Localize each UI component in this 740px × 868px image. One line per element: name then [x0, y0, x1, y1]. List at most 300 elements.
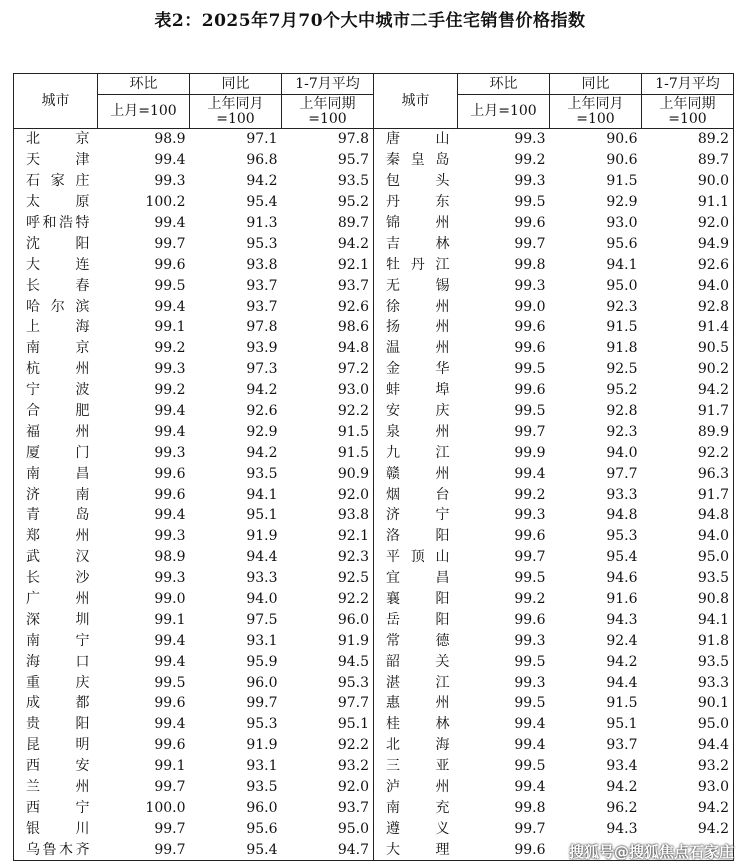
left-mom-cell: 99.3 — [154, 570, 186, 587]
left-avg-cell: 92.2 — [282, 401, 374, 422]
left-mom-cell: 99.1 — [154, 611, 186, 628]
table-row — [14, 254, 734, 275]
table-row — [14, 630, 734, 651]
left-yoy-cell: 94.4 — [246, 549, 278, 566]
mom-header-left: 环比 — [98, 74, 190, 95]
left-city-cell: 天津 — [14, 150, 98, 171]
right-mom-cell: 99.5 — [514, 653, 546, 670]
left-avg-cell: 93.7 — [282, 275, 374, 296]
left-yoy-cell: 92.6 — [246, 403, 278, 420]
right-avg-cell: 89.7 — [642, 150, 734, 171]
right-city-cell: 平顶山 — [386, 549, 450, 566]
left-mom-cell: 99.4 — [154, 653, 186, 670]
table-row — [14, 275, 734, 296]
right-mom-cell: 99.3 — [514, 632, 546, 649]
left-yoy-cell: 94.0 — [246, 591, 278, 608]
left-city-cell: 石家庄 — [14, 171, 98, 192]
right-avg-cell: 95.0 — [642, 547, 734, 568]
left-mom-cell: 99.1 — [154, 758, 186, 775]
right-city-cell: 桂林 — [386, 716, 450, 733]
left-city-cell: 昆明 — [14, 735, 98, 756]
right-city-cell: 牡丹江 — [386, 256, 450, 273]
left-city-cell: 合肥 — [14, 401, 98, 422]
left-yoy-cell: 91.3 — [246, 215, 278, 231]
left-avg-cell: 97.7 — [282, 693, 374, 714]
table-row — [14, 547, 734, 568]
right-mom-cell: 99.8 — [514, 799, 546, 816]
right-yoy-cell: 91.6 — [606, 591, 638, 608]
left-avg-cell: 91.9 — [282, 630, 374, 651]
left-city-cell: 北京 — [14, 129, 98, 150]
right-mom-cell: 99.3 — [514, 173, 546, 190]
right-avg-cell: 94.2 — [642, 380, 734, 401]
left-mom-cell: 99.3 — [154, 528, 186, 545]
left-city-cell: 福州 — [14, 421, 98, 442]
right-avg-cell: 93.0 — [642, 777, 734, 798]
left-yoy-cell: 92.9 — [246, 423, 278, 440]
left-mom-cell: 100.0 — [145, 799, 186, 816]
left-city-cell: 长春 — [14, 275, 98, 296]
right-yoy-cell: 94.1 — [606, 256, 638, 273]
table-row — [14, 568, 734, 589]
table-row — [14, 380, 734, 401]
right-yoy-cell: 94.3 — [606, 820, 638, 837]
left-avg-cell: 92.0 — [282, 484, 374, 505]
table-body — [14, 129, 734, 861]
right-mom-cell: 99.5 — [514, 403, 546, 420]
right-avg-cell: 93.3 — [642, 672, 734, 693]
right-city-cell: 徐州 — [386, 298, 450, 315]
left-yoy-cell: 93.3 — [246, 570, 278, 587]
right-city-cell: 襄阳 — [386, 591, 450, 608]
left-mom-cell: 99.4 — [154, 423, 186, 440]
right-city-cell: 蚌埠 — [386, 382, 450, 399]
right-yoy-cell: 94.2 — [606, 653, 638, 670]
left-mom-cell: 99.6 — [154, 465, 186, 482]
left-city-cell: 青岛 — [14, 505, 98, 526]
right-yoy-cell: 94.2 — [606, 779, 638, 796]
left-yoy-cell: 93.7 — [246, 277, 278, 294]
right-city-cell: 赣州 — [386, 465, 450, 482]
left-yoy-cell: 93.1 — [246, 632, 278, 649]
mom-base-right: 上月=100 — [458, 95, 550, 129]
right-mom-cell: 99.7 — [514, 549, 546, 566]
left-yoy-cell: 97.1 — [246, 131, 278, 148]
right-mom-cell: 99.6 — [514, 611, 546, 628]
right-city-cell: 扬州 — [386, 319, 450, 336]
left-mom-cell: 99.3 — [154, 173, 186, 190]
right-avg-cell: 91.8 — [642, 630, 734, 651]
right-avg-cell: 91.7 — [642, 401, 734, 422]
right-yoy-cell: 92.4 — [606, 632, 638, 649]
right-city-cell: 宜昌 — [386, 570, 450, 587]
left-avg-cell: 95.1 — [282, 714, 374, 735]
left-yoy-cell: 94.2 — [246, 382, 278, 399]
left-mom-cell: 99.5 — [154, 674, 186, 691]
table-row — [14, 401, 734, 422]
right-mom-cell: 99.5 — [514, 570, 546, 587]
left-mom-cell: 99.6 — [154, 486, 186, 503]
left-mom-cell: 99.5 — [154, 277, 186, 294]
table-row — [14, 150, 734, 171]
left-mom-cell: 99.7 — [154, 820, 186, 837]
right-yoy-cell: 91.5 — [606, 319, 638, 336]
right-city-cell: 九江 — [386, 444, 450, 461]
left-yoy-cell: 95.4 — [190, 839, 282, 860]
right-yoy-cell: 94.3 — [606, 611, 638, 628]
left-yoy-cell: 95.9 — [246, 653, 278, 670]
table-row — [14, 442, 734, 463]
right-city-cell: 大理 — [374, 839, 458, 860]
left-avg-cell: 94.7 — [282, 839, 374, 860]
table-row — [14, 589, 734, 610]
left-yoy-cell: 97.8 — [246, 319, 278, 336]
left-avg-cell: 94.5 — [282, 651, 374, 672]
right-mom-cell: 99.3 — [514, 507, 546, 524]
left-city-cell: 银川 — [14, 818, 98, 839]
right-mom-cell: 99.9 — [514, 444, 546, 461]
right-mom-cell: 99.5 — [514, 361, 546, 378]
left-city-cell: 杭州 — [14, 359, 98, 380]
left-mom-cell: 99.6 — [154, 256, 186, 273]
right-mom-cell: 99.7 — [514, 423, 546, 440]
right-yoy-cell: 91.5 — [606, 695, 638, 712]
left-avg-cell: 93.5 — [282, 171, 374, 192]
mom-base-left: 上月=100 — [98, 95, 190, 129]
table-row — [14, 317, 734, 338]
right-yoy-cell: 93.7 — [606, 737, 638, 754]
left-city-cell: 兰州 — [14, 777, 98, 798]
right-mom-cell: 99.6 — [514, 528, 546, 545]
right-avg-cell: 93.5 — [642, 651, 734, 672]
table-row — [14, 798, 734, 819]
left-mom-cell: 99.2 — [154, 382, 186, 399]
right-yoy-cell: 93.0 — [606, 215, 638, 231]
left-city-cell: 广州 — [14, 589, 98, 610]
right-avg-cell: 94.2 — [642, 818, 734, 839]
left-mom-cell: 100.2 — [145, 194, 186, 211]
left-yoy-cell: 93.5 — [246, 465, 278, 482]
city-header-left: 城市 — [14, 74, 98, 129]
right-city-cell: 惠州 — [386, 695, 450, 712]
left-city-cell: 呼和浩特 — [14, 213, 98, 234]
left-city-cell: 西宁 — [14, 798, 98, 819]
right-yoy-cell: 95.1 — [606, 716, 638, 733]
left-yoy-cell: 95.6 — [246, 820, 278, 837]
left-yoy-cell: 97.3 — [246, 361, 278, 378]
left-avg-cell: 93.0 — [282, 380, 374, 401]
left-yoy-cell: 96.0 — [246, 674, 278, 691]
right-mom-cell: 99.6 — [514, 382, 546, 399]
right-mom-cell: 99.2 — [514, 486, 546, 503]
left-yoy-cell: 91.9 — [246, 737, 278, 754]
left-yoy-cell: 95.3 — [246, 235, 278, 252]
table-row — [14, 651, 734, 672]
right-city-cell: 丹东 — [386, 194, 450, 211]
left-yoy-cell: 93.5 — [246, 779, 278, 796]
left-yoy-cell: 95.4 — [246, 194, 278, 211]
price-index-table — [13, 73, 734, 861]
right-mom-cell: 99.3 — [514, 277, 546, 294]
left-yoy-cell: 96.8 — [246, 152, 278, 169]
left-city-cell: 长沙 — [14, 568, 98, 589]
right-mom-cell: 99.4 — [514, 465, 546, 482]
right-avg-cell: 96.3 — [642, 463, 734, 484]
left-city-cell: 贵阳 — [14, 714, 98, 735]
right-city-cell: 秦皇岛 — [386, 152, 450, 169]
left-avg-cell: 92.0 — [282, 777, 374, 798]
right-yoy-cell: 93.3 — [606, 486, 638, 503]
right-yoy-cell: 92.8 — [606, 403, 638, 420]
left-city-cell: 太原 — [14, 192, 98, 213]
left-yoy-cell: 93.9 — [246, 340, 278, 357]
right-city-cell: 烟台 — [386, 486, 450, 503]
left-avg-cell: 92.6 — [282, 296, 374, 317]
left-avg-cell: 92.2 — [282, 589, 374, 610]
right-mom-cell: 99.6 — [514, 319, 546, 336]
left-mom-cell: 99.4 — [154, 716, 186, 733]
right-yoy-cell: 90.6 — [606, 152, 638, 169]
right-avg-cell: 90.5 — [642, 338, 734, 359]
left-mom-cell: 99.7 — [154, 235, 186, 252]
table-row — [14, 359, 734, 380]
table-row — [14, 421, 734, 442]
left-yoy-cell: 94.2 — [246, 173, 278, 190]
right-yoy-cell: 95.2 — [606, 382, 638, 399]
right-city-cell: 北海 — [386, 737, 450, 754]
table-row — [14, 296, 734, 317]
left-city-cell: 哈尔滨 — [14, 296, 98, 317]
left-yoy-cell: 99.7 — [246, 695, 278, 712]
avg-base-left: 上年同期 =100 — [282, 95, 374, 129]
left-yoy-cell: 97.5 — [246, 611, 278, 628]
right-avg-cell: 94.8 — [642, 505, 734, 526]
right-city-cell: 无锡 — [386, 277, 450, 294]
table-row — [14, 463, 734, 484]
right-city-cell: 唐山 — [386, 131, 450, 148]
left-city-cell: 武汉 — [14, 547, 98, 568]
right-avg-cell: 90.0 — [642, 171, 734, 192]
left-avg-cell: 95.7 — [282, 150, 374, 171]
left-avg-cell: 92.5 — [282, 568, 374, 589]
right-yoy-cell: 93.4 — [606, 758, 638, 775]
left-yoy-cell: 93.8 — [246, 256, 278, 273]
right-city-cell: 泉州 — [386, 423, 450, 440]
left-avg-cell: 95.3 — [282, 672, 374, 693]
left-city-cell: 大连 — [14, 254, 98, 275]
right-avg-cell: 91.1 — [642, 192, 734, 213]
left-avg-cell: 90.9 — [282, 463, 374, 484]
right-avg-cell: 92.2 — [642, 442, 734, 463]
left-mom-cell: 99.4 — [154, 632, 186, 649]
right-yoy-cell: 92.5 — [606, 361, 638, 378]
right-avg-cell: 94.0 — [642, 526, 734, 547]
left-yoy-cell: 93.7 — [246, 298, 278, 315]
right-city-cell: 常德 — [386, 632, 450, 649]
left-mom-cell: 99.3 — [154, 444, 186, 461]
left-avg-cell: 97.8 — [282, 129, 374, 150]
left-avg-cell: 97.2 — [282, 359, 374, 380]
table-row — [14, 484, 734, 505]
left-avg-cell: 92.2 — [282, 735, 374, 756]
table-row — [14, 171, 734, 192]
right-yoy-cell: 94.6 — [606, 570, 638, 587]
left-yoy-cell: 95.1 — [246, 507, 278, 524]
right-avg-cell: 93.2 — [642, 756, 734, 777]
left-mom-cell: 99.3 — [154, 361, 186, 378]
left-avg-cell: 91.5 — [282, 442, 374, 463]
right-yoy-cell: 90.6 — [606, 131, 638, 148]
left-mom-cell: 99.4 — [154, 507, 186, 524]
right-yoy-cell: 95.4 — [606, 549, 638, 566]
left-mom-cell: 99.4 — [154, 403, 186, 420]
right-mom-cell: 99.6 — [514, 215, 546, 231]
right-yoy-cell: 97.7 — [606, 465, 638, 482]
left-city-cell: 郑州 — [14, 526, 98, 547]
left-mom-cell: 99.6 — [154, 695, 186, 712]
left-yoy-cell: 94.2 — [246, 444, 278, 461]
left-mom-cell: 99.2 — [154, 340, 186, 357]
yoy-base-left: 上年同月 =100 — [190, 95, 282, 129]
right-avg-cell: 90.2 — [642, 359, 734, 380]
right-yoy-cell: 94.8 — [606, 507, 638, 524]
right-avg-cell: 94.0 — [642, 275, 734, 296]
right-yoy-cell: 95.0 — [606, 277, 638, 294]
right-mom-cell: 99.0 — [514, 298, 546, 315]
left-mom-cell: 99.4 — [154, 215, 186, 231]
table-row — [14, 192, 734, 213]
right-avg-cell: 92.6 — [642, 254, 734, 275]
right-mom-cell: 99.4 — [514, 779, 546, 796]
left-city-cell: 宁波 — [14, 380, 98, 401]
table-row — [14, 233, 734, 254]
right-city-cell: 遵义 — [386, 820, 450, 837]
right-city-cell: 包头 — [386, 173, 450, 190]
right-city-cell: 三亚 — [386, 758, 450, 775]
avg-header-right: 1-7月平均 — [642, 74, 734, 95]
left-mom-cell: 99.7 — [154, 779, 186, 796]
left-city-cell: 乌鲁木齐 — [14, 839, 98, 860]
left-yoy-cell: 95.3 — [246, 716, 278, 733]
table-row — [14, 338, 734, 359]
right-avg-cell: 91.4 — [642, 317, 734, 338]
right-mom-cell: 99.7 — [514, 820, 546, 837]
right-avg-cell: 89.9 — [642, 421, 734, 442]
left-avg-cell: 96.0 — [282, 609, 374, 630]
left-avg-cell: 89.7 — [282, 213, 374, 234]
right-mom-cell: 99.2 — [514, 591, 546, 608]
table-row — [14, 777, 734, 798]
left-city-cell: 上海 — [14, 317, 98, 338]
right-avg-cell: 91.7 — [642, 484, 734, 505]
left-mom-cell: 98.9 — [154, 131, 186, 148]
table-row — [14, 526, 734, 547]
left-city-cell: 西安 — [14, 756, 98, 777]
left-mom-cell: 99.1 — [154, 319, 186, 336]
right-mom-cell: 99.5 — [514, 695, 546, 712]
right-mom-cell: 99.6 — [458, 839, 550, 860]
right-mom-cell: 99.6 — [514, 340, 546, 357]
left-yoy-cell: 94.1 — [246, 486, 278, 503]
right-yoy-cell: 92.3 — [606, 298, 638, 315]
right-mom-cell: 99.4 — [514, 737, 546, 754]
left-yoy-cell: 96.0 — [246, 799, 278, 816]
left-mom-cell: 99.0 — [154, 591, 186, 608]
left-avg-cell: 94.8 — [282, 338, 374, 359]
right-mom-cell: 99.4 — [514, 716, 546, 733]
right-avg-cell: 89.2 — [642, 129, 734, 150]
table-row — [14, 756, 734, 777]
left-avg-cell: 93.8 — [282, 505, 374, 526]
right-city-cell: 吉林 — [386, 235, 450, 252]
right-city-cell: 温州 — [386, 340, 450, 357]
right-avg-cell: 93.5 — [642, 568, 734, 589]
right-city-cell: 济宁 — [386, 507, 450, 524]
left-yoy-cell: 91.9 — [246, 528, 278, 545]
right-yoy-cell: 92.3 — [606, 423, 638, 440]
right-avg-cell: 94.1 — [642, 609, 734, 630]
left-avg-cell: 92.1 — [282, 254, 374, 275]
yoy-header-right: 同比 — [550, 74, 642, 95]
left-avg-cell: 94.2 — [282, 233, 374, 254]
left-mom-cell: 99.4 — [154, 152, 186, 169]
left-city-cell: 南宁 — [14, 630, 98, 651]
city-header-right: 城市 — [374, 74, 458, 129]
table-row — [14, 213, 734, 234]
right-yoy-cell: 92.9 — [606, 194, 638, 211]
table-row — [14, 693, 734, 714]
avg-header-left: 1-7月平均 — [282, 74, 374, 95]
right-mom-cell: 99.5 — [514, 194, 546, 211]
right-mom-cell: 99.7 — [514, 235, 546, 252]
table-row — [14, 735, 734, 756]
right-yoy-cell: 95.3 — [606, 528, 638, 545]
right-avg-cell: 90.1 — [642, 693, 734, 714]
left-mom-cell: 99.6 — [154, 737, 186, 754]
left-avg-cell: 91.5 — [282, 421, 374, 442]
left-mom-cell: 98.9 — [154, 549, 186, 566]
avg-base-right: 上年同期 =100 — [642, 95, 734, 129]
left-city-cell: 深圳 — [14, 609, 98, 630]
right-city-cell: 岳阳 — [386, 611, 450, 628]
right-yoy-cell: 94.4 — [606, 674, 638, 691]
left-avg-cell: 98.6 — [282, 317, 374, 338]
right-mom-cell: 99.5 — [514, 758, 546, 775]
table-row — [14, 505, 734, 526]
right-mom-cell: 99.2 — [514, 152, 546, 169]
left-city-cell: 重庆 — [14, 672, 98, 693]
left-city-cell: 南京 — [14, 338, 98, 359]
right-yoy-cell: 91.8 — [606, 340, 638, 357]
table-title: 表2：2025年7月70个大中城市二手住宅销售价格指数 — [154, 11, 586, 31]
right-city-cell: 安庆 — [386, 403, 450, 420]
left-city-cell: 海口 — [14, 651, 98, 672]
right-avg-cell: 94.9 — [642, 233, 734, 254]
left-avg-cell: 95.2 — [282, 192, 374, 213]
left-avg-cell: 92.3 — [282, 547, 374, 568]
left-avg-cell: 93.2 — [282, 756, 374, 777]
right-avg-cell: 92.0 — [642, 213, 734, 234]
right-mom-cell: 99.3 — [514, 131, 546, 148]
mom-header-right: 环比 — [458, 74, 550, 95]
left-avg-cell: 93.7 — [282, 798, 374, 819]
table-row — [14, 129, 734, 150]
table-row — [14, 714, 734, 735]
table-row — [14, 609, 734, 630]
left-city-cell: 厦门 — [14, 442, 98, 463]
right-city-cell: 韶关 — [386, 653, 450, 670]
right-avg-cell: 90.8 — [642, 589, 734, 610]
